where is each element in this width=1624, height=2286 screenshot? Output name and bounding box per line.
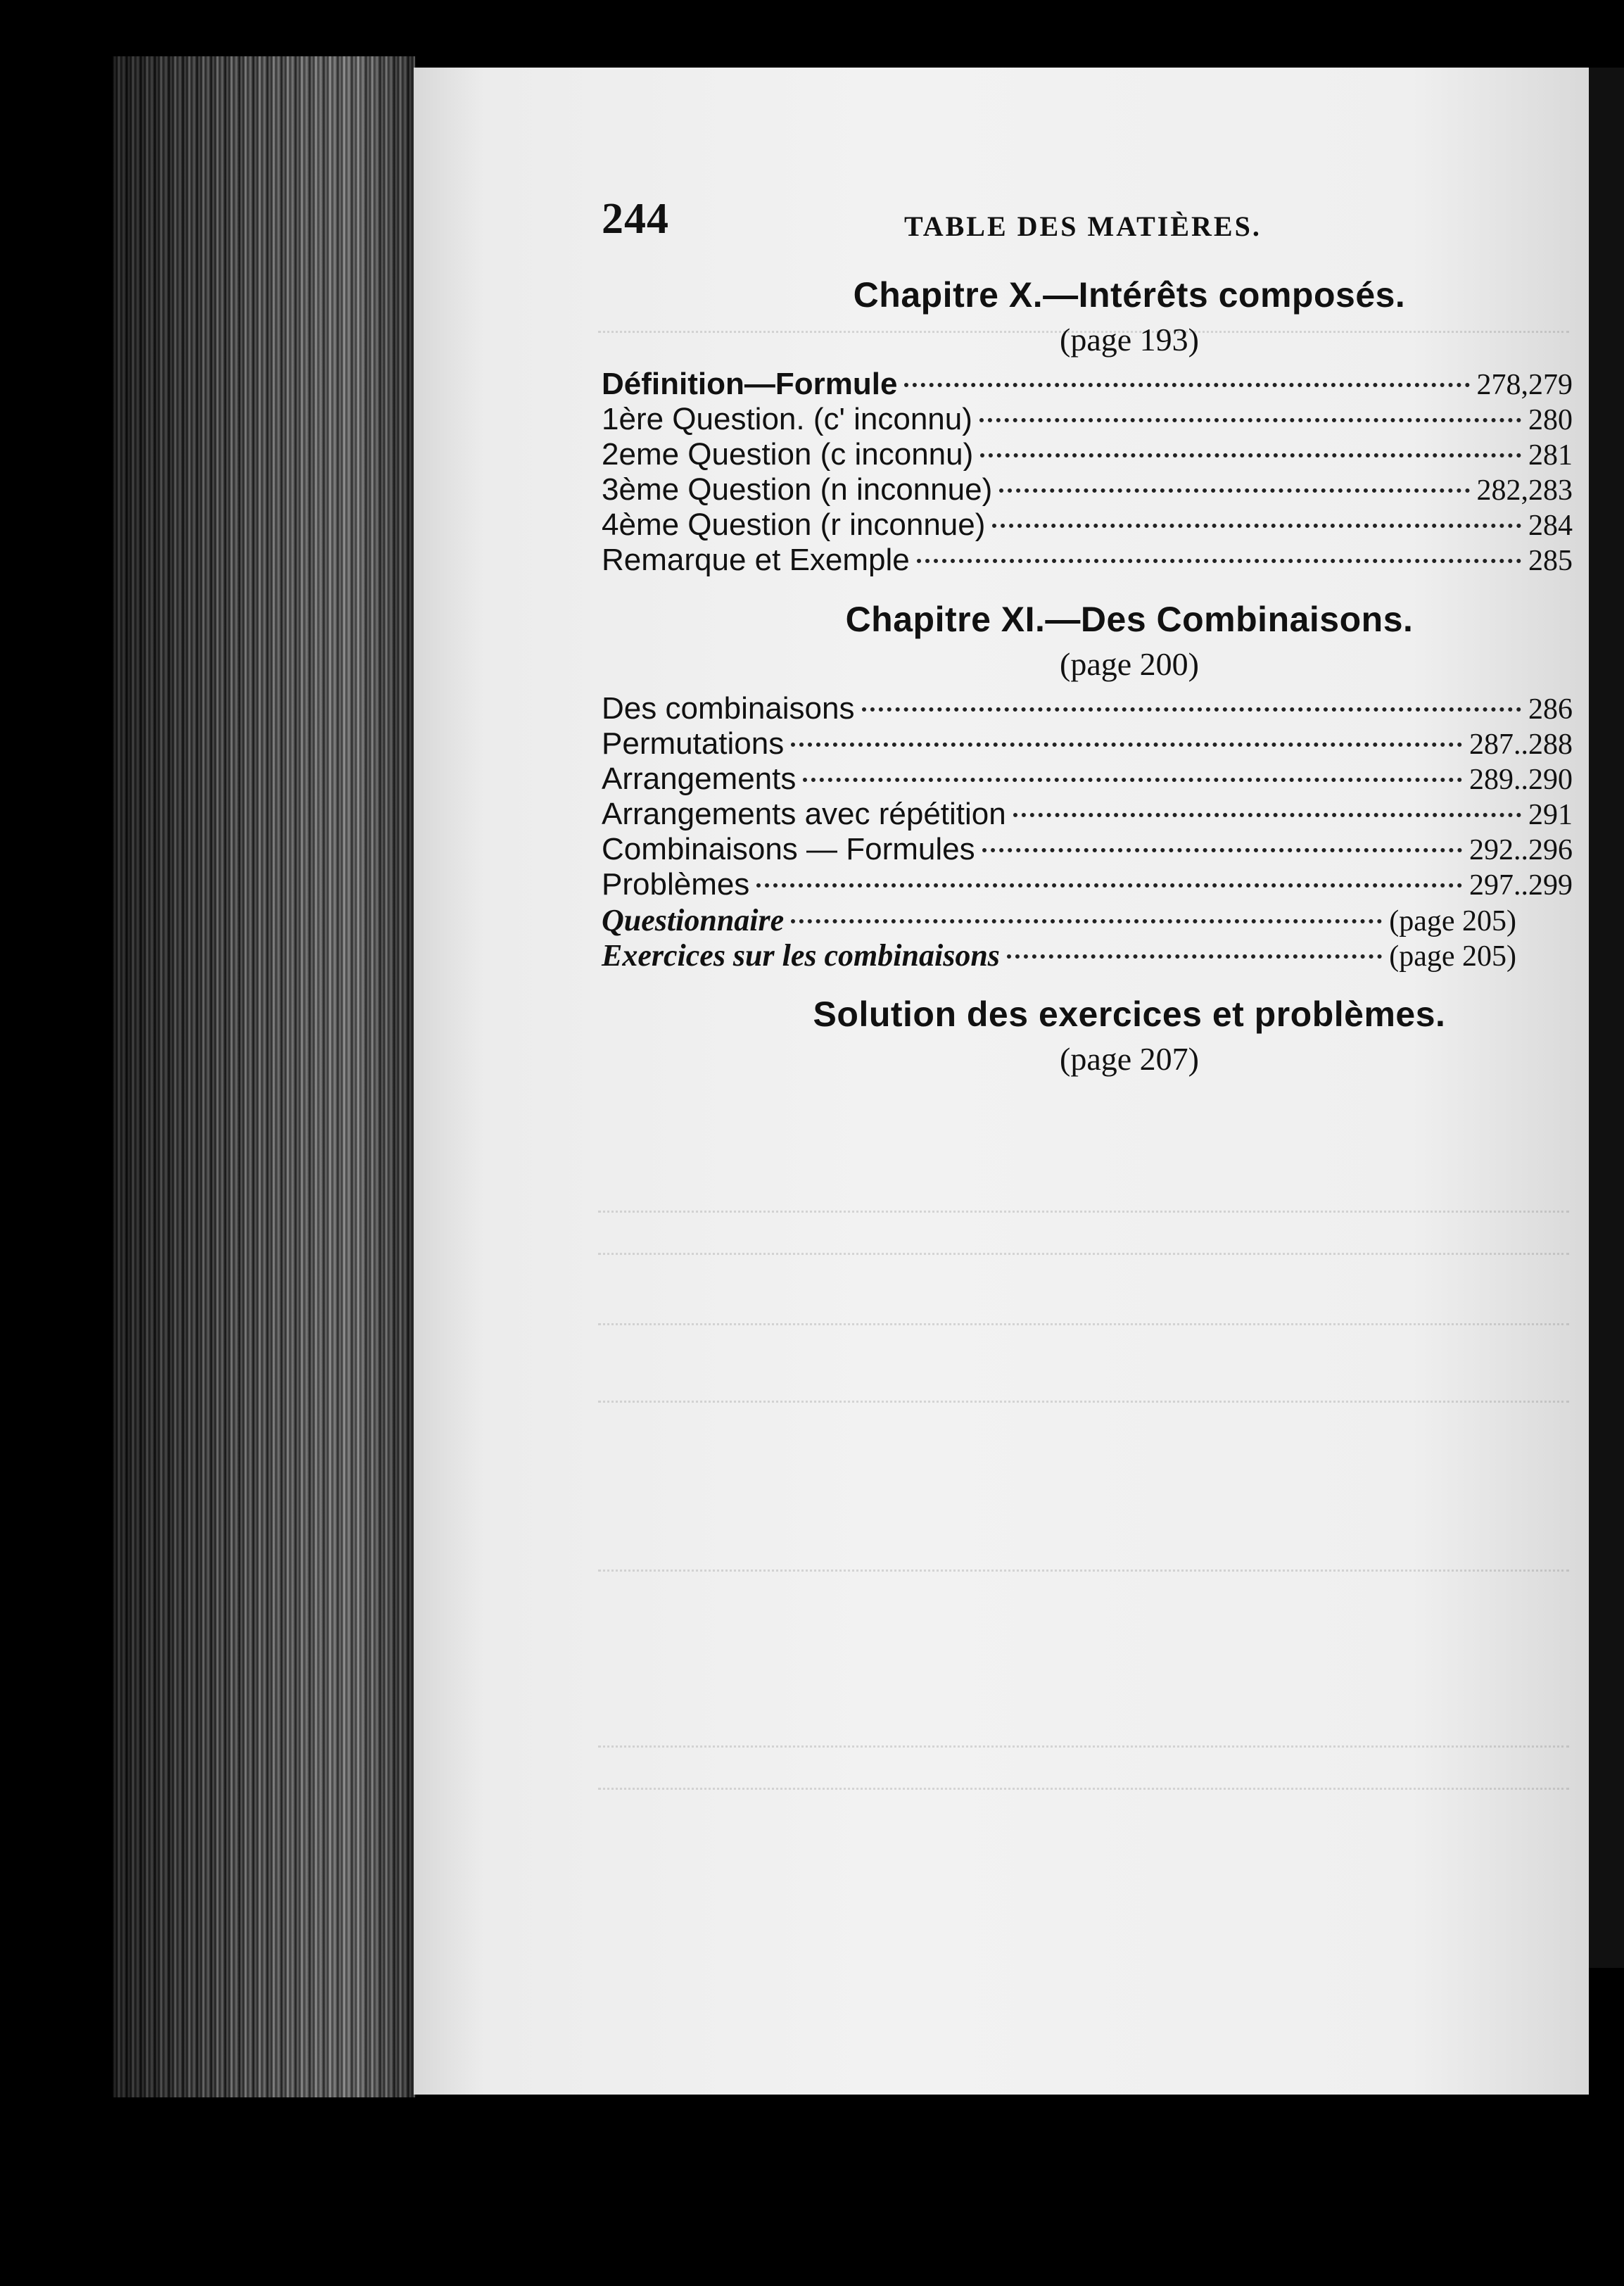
section-chapter-11 <box>602 599 1573 973</box>
toc-entry[interactable] <box>602 402 1573 437</box>
dot-leader <box>1013 813 1521 817</box>
show-through-line <box>598 1211 1569 1220</box>
chapter-page-ref: (page 207) <box>1060 1041 1199 1077</box>
toc-entry-pages: 278,279 <box>1476 369 1573 401</box>
toc-entry-pages: 285 <box>1528 545 1573 577</box>
toc-entry[interactable] <box>602 507 1573 543</box>
show-through-line <box>598 1570 1569 1579</box>
section-chapter-10 <box>602 274 1573 578</box>
toc-entry[interactable] <box>602 437 1573 472</box>
toc-entry[interactable] <box>602 472 1573 507</box>
dot-leader <box>791 743 1462 747</box>
toc-entry-label: 3ème Question (n inconnue) <box>602 472 993 507</box>
toc-entry-pages: 292..296 <box>1469 834 1573 866</box>
toc-entry-pages: 281 <box>1528 439 1573 472</box>
show-through-line <box>598 1745 1569 1755</box>
dot-leader <box>992 524 1521 528</box>
dot-leader <box>982 848 1462 852</box>
dot-leader <box>904 383 1469 387</box>
toc-entry[interactable] <box>602 543 1573 578</box>
chapter-page-ref: (page 200) <box>1060 646 1199 682</box>
toc-entry[interactable] <box>602 937 1573 973</box>
toc-entry[interactable] <box>602 867 1573 902</box>
dot-leader <box>999 488 1469 493</box>
toc-entry-pages: 287..288 <box>1469 728 1573 761</box>
toc-entry-label: 1ère Question. (c' inconnu) <box>602 402 972 436</box>
toc-entry-label: Remarque et Exemple <box>602 543 910 577</box>
toc-entry-pages: 289..290 <box>1469 764 1573 796</box>
dot-leader <box>917 559 1521 563</box>
toc-entry-label: Problèmes <box>602 867 750 902</box>
toc-entry-label: Arrangements <box>602 762 797 796</box>
chapter-title: Chapitre XI.—Des Combinaisons. <box>845 600 1414 639</box>
right-border <box>1589 68 1624 1968</box>
page-number: 244 <box>602 195 669 243</box>
dot-leader <box>803 778 1462 782</box>
toc-entry[interactable] <box>602 762 1573 797</box>
toc-entry-pages: 280 <box>1528 404 1573 436</box>
toc-entry[interactable] <box>602 902 1573 937</box>
toc-entry-pages: (page 205) <box>1389 905 1516 937</box>
section-solutions <box>602 994 1573 1078</box>
toc-entry[interactable] <box>602 797 1573 832</box>
dot-leader <box>980 453 1521 457</box>
book-page-edge <box>113 56 415 2097</box>
toc-entry-pages: 297..299 <box>1469 869 1573 902</box>
toc-entry-pages: 286 <box>1528 693 1573 726</box>
toc-list <box>602 367 1573 578</box>
toc-entry-label: Permutations <box>602 726 785 761</box>
toc-entry[interactable] <box>602 367 1573 402</box>
chapter-title: Chapitre X.—Intérêts composés. <box>853 275 1406 315</box>
toc-entry-label: Définition—Formule <box>602 367 898 401</box>
chapter-title: Solution des exercices et problèmes. <box>813 994 1446 1034</box>
toc-entry-label: Questionnaire <box>602 903 785 937</box>
toc-entry[interactable] <box>602 691 1573 726</box>
toc-entry-label: Combinaisons — Formules <box>602 832 975 866</box>
toc-entry-label: 4ème Question (r inconnue) <box>602 507 986 542</box>
toc-entry-label: Exercices sur les combinaisons <box>602 938 1000 973</box>
dot-leader <box>756 883 1462 888</box>
dot-leader <box>1007 954 1382 959</box>
dot-leader <box>862 707 1522 712</box>
show-through-line <box>598 1401 1569 1410</box>
toc-entry-pages: 291 <box>1528 799 1573 831</box>
show-through-line <box>598 1253 1569 1262</box>
toc-entry-pages: (page 205) <box>1389 940 1516 973</box>
running-head-title: TABLE DES MATIÈRES. <box>904 210 1262 242</box>
toc-entry-label: Des combinaisons <box>602 691 855 726</box>
show-through-line <box>598 1788 1569 1797</box>
toc-entry-label: Arrangements avec répétition <box>602 797 1006 831</box>
dot-leader <box>791 919 1382 923</box>
toc-entry-pages: 282,283 <box>1476 474 1573 507</box>
page-content <box>602 190 1573 1086</box>
show-through-line <box>598 1323 1569 1332</box>
toc-list <box>602 691 1573 973</box>
dot-leader <box>979 418 1521 422</box>
toc-entry-pages: 284 <box>1528 510 1573 542</box>
running-head <box>602 190 1573 253</box>
chapter-page-ref: (page 193) <box>1060 322 1199 358</box>
toc-entry[interactable] <box>602 726 1573 762</box>
toc-entry-label: 2eme Question (c inconnu) <box>602 437 974 472</box>
toc-entry[interactable] <box>602 832 1573 867</box>
